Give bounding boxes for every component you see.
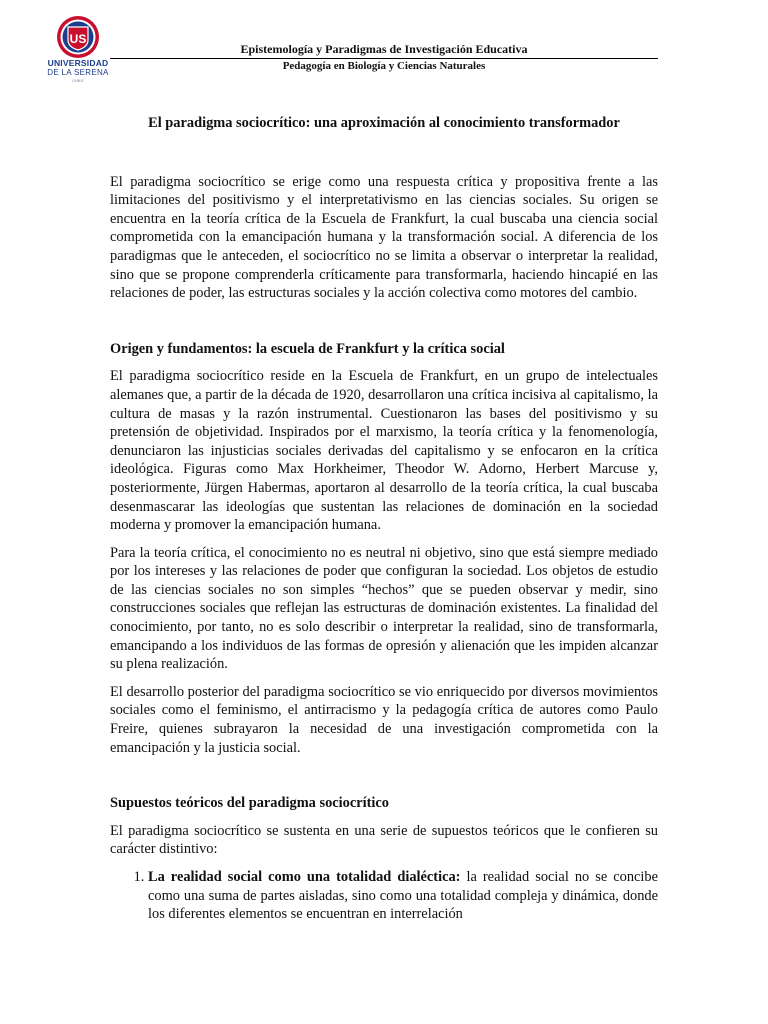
logo-subline: CHILE <box>72 78 84 83</box>
university-seal-icon <box>34 14 122 60</box>
list-item-term: La realidad social como una totalidad dialéctica: <box>148 869 461 885</box>
document-title: El paradigma sociocrítico: una aproximación al conocimiento transformador <box>148 115 620 131</box>
list-item-text: la realidad social no se concibe como una suma de partes aisladas, sino como una totalidad compleja y dinámica, donde los diferentes elementos se encuentran en interrelación <box>148 869 658 923</box>
intro-paragraph: El paradigma sociocrítico se erige como una respuesta crítica y propositiva frente a las limitaciones del positivismo y el interpretativismo en las ciencias sociales. Su origen se encuentra en la teoría crítica de la Escuela de Frankfurt, la cual buscaba una ciencia social comprometida con la emancipación humana y la transformación social. A diferencia de los paradigmas que le anteceden, el sociocrítico no se limita a observar o interpretar la realidad, sino que se propone comprenderla críticamente para transformarla, haciendo hincapié en las relaciones de poder, las estructuras sociales y la acción colectiva como motores del cambio. <box>110 173 658 302</box>
seal-letters: US <box>69 32 87 46</box>
paragraph: El desarrollo posterior del paradigma sociocrítico se vio enriquecido por diversos movimientos sociales como el feminismo, el antirracismo y la pedagogía crítica de autores como Paulo Freire, quienes subrayaron la necesidad de una investigación comprometida con la emancipación y la justicia social. <box>110 683 658 756</box>
header-program: Pedagogía en Biología y Ciencias Naturales <box>282 60 486 72</box>
assumptions-list <box>110 868 658 924</box>
paragraph: Para la teoría crítica, el conocimiento no es neutral ni objetivo, sino que está siempre mediado por los intereses y las relaciones de poder que configuran la sociedad. Los objetos de estudio de las ciencias sociales no son simples “hechos” que se pueden observar y medir, sino construcciones sociales que reflejan las estructuras de dominación existentes. La finalidad del conocimiento, por tanto, no es solo describir o interpretar la realidad, sino de transformarla, emancipando a los individuos de las formas de opresión y alienación que les impiden alcanzar su plena realización. <box>110 544 658 673</box>
university-logo <box>34 14 122 82</box>
section-heading-assumptions: Supuestos teóricos del paradigma sociocrítico <box>110 795 389 812</box>
document-body <box>110 114 658 924</box>
section-heading-origin: Origen y fundamentos: la escuela de Frankfurt y la crítica social <box>110 340 505 357</box>
logo-name-line1: UNIVERSIDAD <box>47 58 109 68</box>
header-course: Epistemología y Paradigmas de Investigación Educativa <box>240 42 528 56</box>
list-item <box>148 868 658 924</box>
section-intro-paragraph: El paradigma sociocrítico se sustenta en una serie de supuestos teóricos que le confieren su carácter distintivo: <box>110 822 658 858</box>
logo-name-line2: DE LA SERENA <box>47 68 109 77</box>
header-divider <box>110 58 658 59</box>
paragraph: El paradigma sociocrítico reside en la Escuela de Frankfurt, en un grupo de intelectuales alemanes que, a partir de la década de 1920, desarrollaron una crítica incisiva al capitalismo, la cultura de masas y la razón instrumental. Cuestionaron las bases del positivismo y su pretensión de objetividad. Inspirados por el marxismo, la teoría crítica y la fenomenología, denunciaron las injusticias sociales derivadas del capitalismo y se enfocaron en la crítica ideológica. Figuras como Max Horkheimer, Theodor W. Adorno, Herbert Marcuse y, posteriormente, Jürgen Habermas, aportaron al desarrollo de la teoría crítica, la cual buscaba desenmascarar las ideologías que sustentan las relaciones de dominación en la sociedad moderna y promover la emancipación humana. <box>110 368 658 534</box>
